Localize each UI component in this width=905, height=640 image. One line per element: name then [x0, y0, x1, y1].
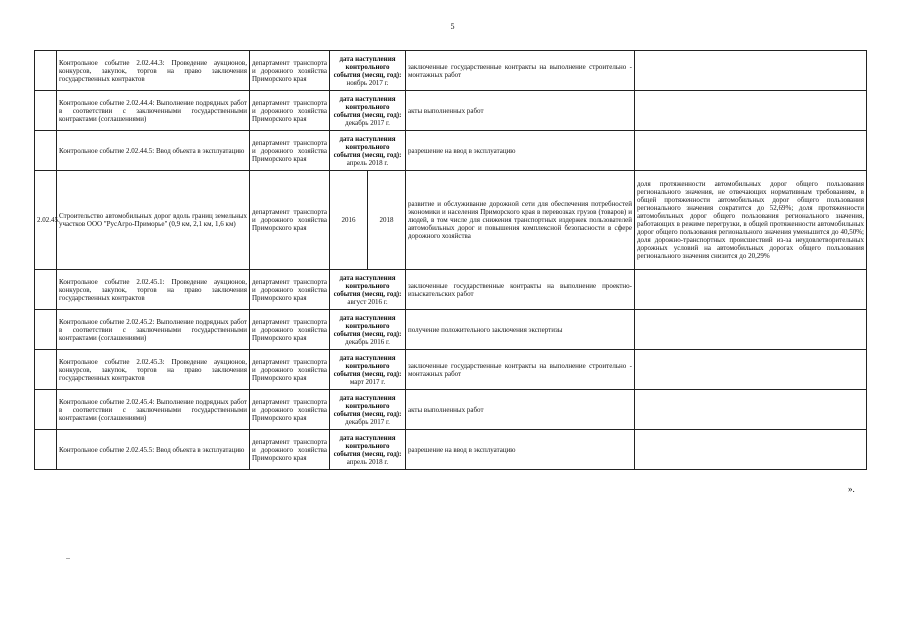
event-name: Контрольное событие 2.02.45.4: Выполнение подрядных работ в соответствии с заключенными государственными контрактами (соглашениями) — [57, 390, 250, 430]
table-row — [35, 91, 867, 131]
event-date-cell — [330, 51, 406, 91]
row-code — [35, 390, 57, 430]
table-row — [35, 51, 867, 91]
indicator-link — [635, 270, 867, 310]
responsible-dept: департамент транспорта и дорожного хозяйства Приморского края — [250, 91, 330, 131]
row-code — [35, 310, 57, 350]
expected-result: акты выполненных работ — [406, 91, 635, 131]
indicator-link — [635, 350, 867, 390]
responsible-dept: департамент транспорта и дорожного хозяйства Приморского края — [250, 171, 330, 270]
row-code — [35, 131, 57, 171]
event-name: Контрольное событие 2.02.44.5: Ввод объекта в эксплуатацию — [57, 131, 250, 171]
expected-result: заключенные государственные контракты на выполнение строительно - монтажных работ — [406, 51, 635, 91]
activity-name: Строительство автомобильных дорог вдоль границ земельных участков ООО "РусАгро-Приморье" (0,9 км, 2,1 км, 1,6 км) — [57, 171, 250, 270]
responsible-dept: департамент транспорта и дорожного хозяйства Приморского края — [250, 350, 330, 390]
event-date-label: дата наступления контрольного события (месяц, год): — [333, 353, 402, 378]
expected-result: разрешение на ввод в эксплуатацию — [406, 430, 635, 470]
event-date-label: дата наступления контрольного события (месяц, год): — [333, 54, 402, 79]
event-name: Контрольное событие 2.02.45.2: Выполнение подрядных работ в соответствии с заключенными государственными контрактами (соглашениями) — [57, 310, 250, 350]
event-date-value: апрель 2018 г. — [346, 457, 389, 466]
responsible-dept: департамент транспорта и дорожного хозяйства Приморского края — [250, 270, 330, 310]
table-row — [35, 390, 867, 430]
table-row — [35, 430, 867, 470]
event-name: Контрольное событие 2.02.45.1: Проведение аукционов, конкурсов, закупок, торгов на право заключения государственных контрактов — [57, 270, 250, 310]
responsible-dept: департамент транспорта и дорожного хозяйства Приморского края — [250, 51, 330, 91]
indicator-link — [635, 51, 867, 91]
event-date-value: декабрь 2017 г. — [345, 118, 390, 127]
responsible-dept: департамент транспорта и дорожного хозяйства Приморского края — [250, 390, 330, 430]
indicator-link — [635, 390, 867, 430]
expected-result: разрешение на ввод в эксплуатацию — [406, 131, 635, 171]
indicator-link — [635, 310, 867, 350]
event-date-label: дата наступления контрольного события (месяц, год): — [333, 94, 402, 119]
start-year: 2016 — [330, 171, 368, 270]
event-date-label: дата наступления контрольного события (месяц, год): — [333, 433, 402, 458]
row-code — [35, 270, 57, 310]
event-date-cell — [330, 430, 406, 470]
responsible-dept: департамент транспорта и дорожного хозяйства Приморского края — [250, 430, 330, 470]
responsible-dept: департамент транспорта и дорожного хозяйства Приморского края — [250, 310, 330, 350]
event-date-label: дата наступления контрольного события (месяц, год): — [333, 313, 402, 338]
indicator-link: доля протяженности автомобильных дорог общего пользования регионального значения, не отвечающих нормативным требованиям, в общей протяженности автомобильных дорог общего пользования регионального значения сократится до 52,69%; доля протяженности автомобильных дорог общего пользования регионального значения, работающих в режиме перегрузки, в общей протяженности автомобильных дорог общего пользования регионального значения уменьшится до 40,50%; доля дорожно-транспортных происшествий из-за неудовлетворительных дорожных условий на автомобильных дорогах общего пользования регионального значения снизится до 20,29% — [635, 171, 867, 270]
indicator-link — [635, 131, 867, 171]
event-date-cell — [330, 91, 406, 131]
table-row — [35, 131, 867, 171]
event-name: Контрольное событие 2.02.44.3: Проведение аукционов, конкурсов, закупок, торгов на право заключения государственных контрактов — [57, 51, 250, 91]
scan-mark — [66, 558, 70, 559]
event-date-cell — [330, 270, 406, 310]
table-row — [35, 350, 867, 390]
responsible-dept: департамент транспорта и дорожного хозяйства Приморского края — [250, 131, 330, 171]
expected-result: заключенные государственные контракты на выполнение строительно - монтажных работ — [406, 350, 635, 390]
event-date-value: декабрь 2016 г. — [345, 337, 390, 346]
expected-result: развитие и обслуживание дорожной сети для обеспечения потребностей экономики и населения Приморского края в перевозках грузов (товаров) и людей, в том числе для снижения транспортных издержек пользователей автомобильных дорог и повышения комплексной безопасности в сфере дорожного хозяйства — [406, 171, 635, 270]
event-date-value: август 2016 г. — [347, 297, 388, 306]
row-code — [35, 350, 57, 390]
end-year: 2018 — [368, 171, 406, 270]
expected-result: заключенные государственные контракты на выполнение проектно-изыскательских работ — [406, 270, 635, 310]
row-code — [35, 51, 57, 91]
event-name: Контрольное событие 2.02.44.4: Выполнение подрядных работ в соответствии с заключенными государственными контрактами (соглашениями) — [57, 91, 250, 131]
row-code — [35, 91, 57, 131]
indicator-link — [635, 430, 867, 470]
expected-result: получение положительного заключения экспертизы — [406, 310, 635, 350]
indicator-link — [635, 91, 867, 131]
event-date-cell — [330, 131, 406, 171]
table-row — [35, 310, 867, 350]
event-date-cell — [330, 390, 406, 430]
row-code — [35, 430, 57, 470]
event-date-label: дата наступления контрольного события (месяц, год): — [333, 393, 402, 418]
table-row — [35, 171, 867, 270]
event-date-value: март 2017 г. — [349, 377, 386, 386]
event-date-value: декабрь 2017 г. — [345, 417, 390, 426]
event-date-label: дата наступления контрольного события (месяц, год): — [333, 273, 402, 298]
event-date-value: ноябрь 2017 г. — [346, 78, 389, 87]
event-name: Контрольное событие 2.02.45.3: Проведение аукционов, конкурсов, закупок, торгов на право заключения государственных контрактов — [57, 350, 250, 390]
closing-mark: ». — [848, 484, 855, 494]
event-date-label: дата наступления контрольного события (месяц, год): — [333, 134, 402, 159]
table-row — [35, 270, 867, 310]
expected-result: акты выполненных работ — [406, 390, 635, 430]
page-number: 5 — [450, 22, 455, 31]
row-code: 2.02.45. — [35, 171, 57, 270]
program-table — [34, 50, 867, 470]
event-date-cell — [330, 350, 406, 390]
event-name: Контрольное событие 2.02.45.5: Ввод объекта в эксплуатацию — [57, 430, 250, 470]
event-date-cell — [330, 310, 406, 350]
event-date-value: апрель 2018 г. — [346, 158, 389, 167]
